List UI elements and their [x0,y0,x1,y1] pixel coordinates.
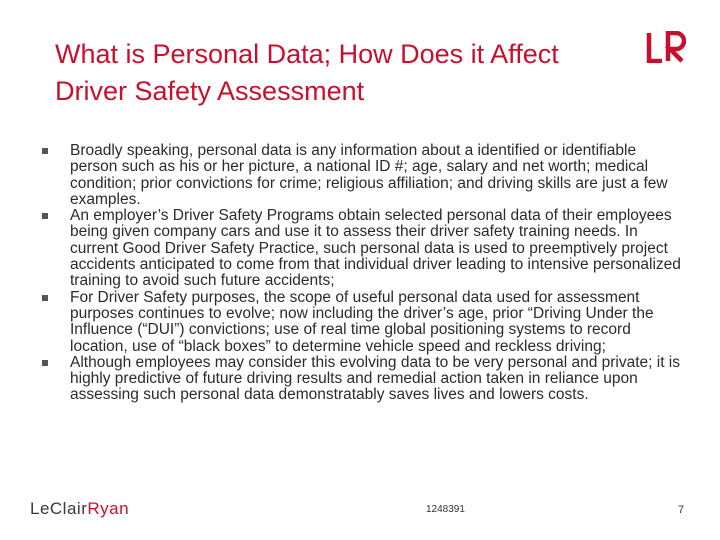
lr-logo-icon [646,31,686,63]
page-number: 7 [678,504,685,516]
bullet-marker-icon [42,213,48,219]
bullet-text: Although employees may consider this evolving data to be very personal and private; it is highly predictive of future driving results and remedial action taken in reliance upon assessing such personal data demonstratably saves lives and lowers costs. [70,353,681,404]
leclairryan-logo [30,496,170,520]
bullet-item [42,208,684,289]
bullet-marker-icon [42,360,48,366]
slide-title: What is Personal Data; How Does it Affect Driver Safety Assessment [55,39,559,106]
bullet-text: For Driver Safety purposes, the scope of useful personal data used for assessment purposes continues to evolve; now including the driver’s age, prior “Driving Under the Influence (“DUI”) convictions; use of real time global positioning systems to record location, use of “black boxes” to determine vehicle speed and reckless driving; [70,288,654,355]
bullet-marker-icon [42,148,48,154]
bullet-text: Broadly speaking, personal data is any information about a identified or identifiable person such as his or her picture, a national ID #; age, salary and net worth; medical condition; prior convictions for crime; religious affiliation; and driving skills are just a few examples. [70,142,668,208]
bullet-item [42,143,684,208]
bullet-marker-icon [42,295,48,301]
bullet-list [42,143,684,404]
svg-text:LeClairRyan: LeClairRyan [30,499,130,518]
document-number: 1248391 [426,504,465,515]
bullet-text: An employer’s Driver Safety Programs obtain selected personal data of their employees being given company cars and use it to assess their driver safety training needs. In current Good Driver Safety Practice, such personal data is used to preemptively project accidents anticipated to come from that individual driver leading to intensive personalized training to avoid such future accidents; [70,207,681,290]
bullet-item [42,355,684,404]
bullet-item [42,290,684,355]
